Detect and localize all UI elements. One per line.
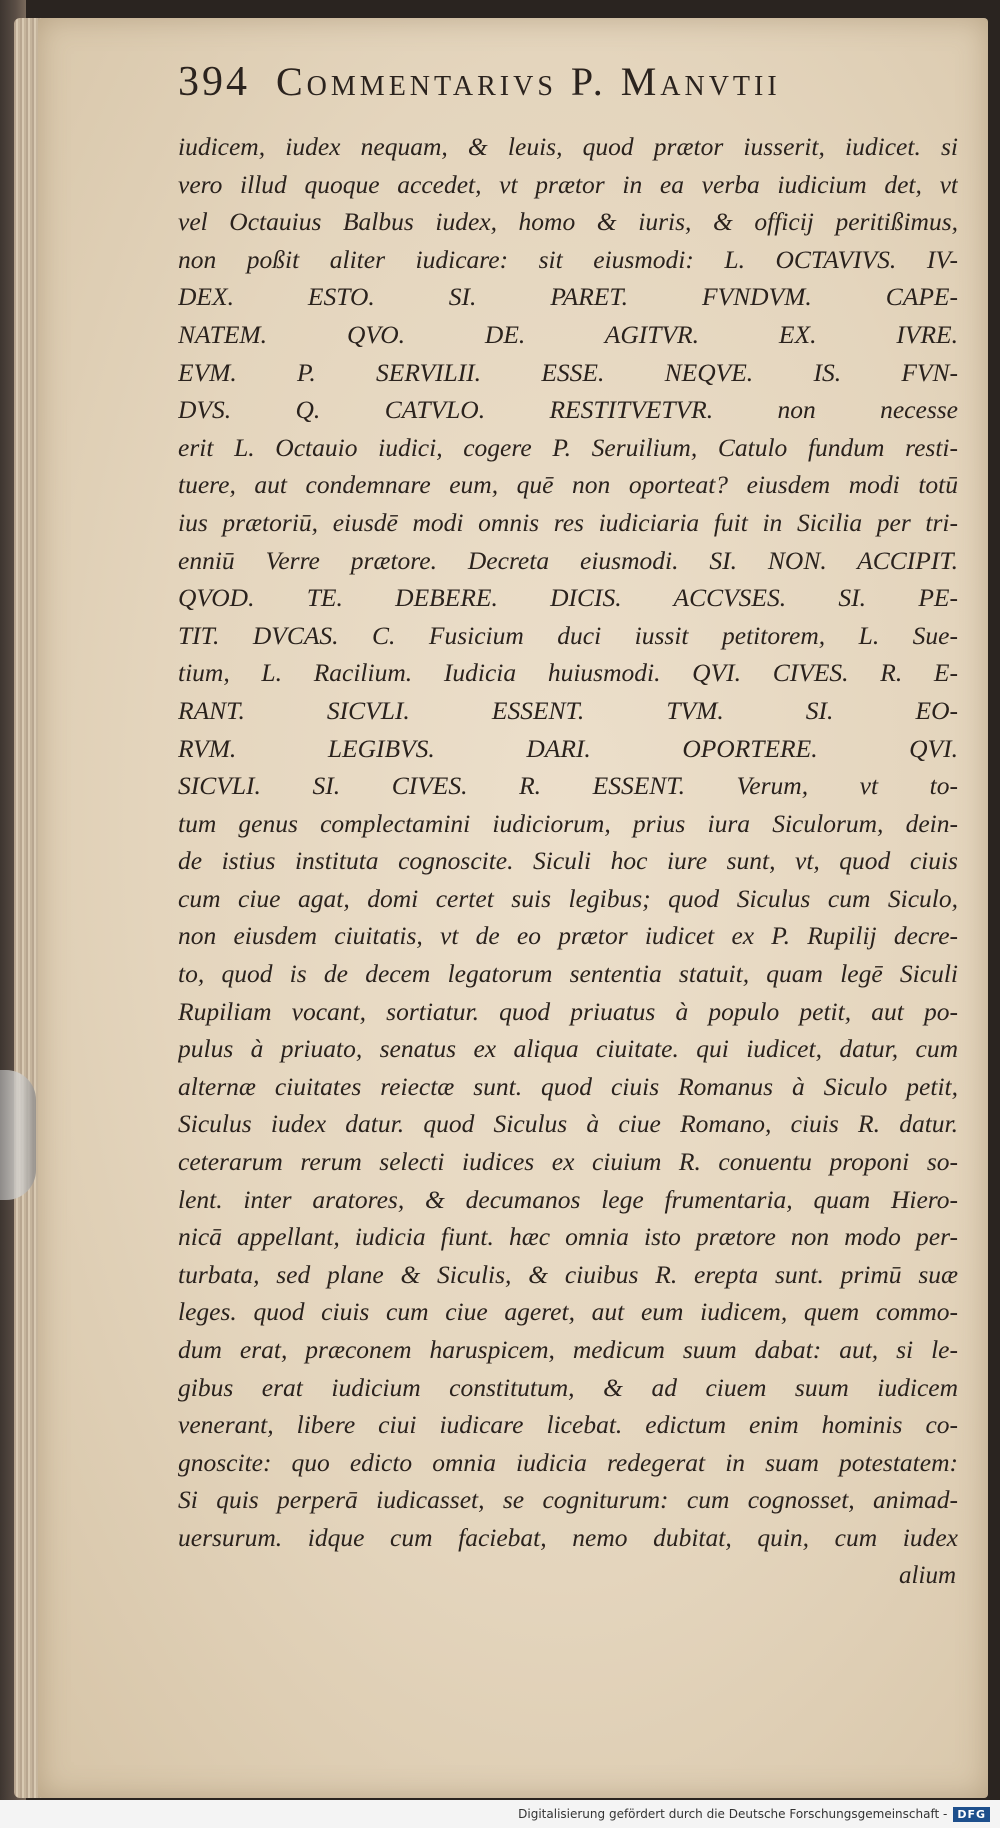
text-line: RVM. LEGIBVS. DARI. OPORTERE. QVI. [178,733,958,763]
text-line: vero illud quoque accedet, vt prætor in ea verba iudicium det, vt [178,169,958,199]
text-line: gnoscite: quo edicto omnia iudicia redegerat in suam potestatem: [178,1447,958,1477]
text-line: iudicem, iudex nequam, & leuis, quod prætor iusserit, iudicet. si [178,132,958,161]
text-line: de istius instituta cognoscite. Siculi hoc iure sunt, vt, quod ciuis [178,846,958,876]
text-line: QVOD. TE. DEBERE. DICIS. ACCVSES. SI. PE- [178,583,958,613]
text-line: uersurum. idque cum faciebat, nemo dubitat, quin, cum iudex [178,1522,958,1552]
text-line: nicā appellant, iudicia fiunt. hæc omnia isto prætore non modo per- [178,1222,958,1252]
text-line: cum ciue agat, domi certet suis legibus; quod Siculus cum Siculo, [178,883,958,913]
text-line: erit L. Octauio iudici, cogere P. Seruilium, Catulo fundum resti- [178,432,958,462]
text-line: tum genus complectamini iudiciorum, prius iura Siculorum, dein- [178,808,958,838]
text-line: non eiusdem ciuitatis, vt de eo prætor iudicet ex P. Rupilij decre- [178,921,958,951]
book-page [38,18,988,1798]
text-line: TIT. DVCAS. C. Fusicium duci iussit petitorem, L. Sue- [178,620,958,650]
text-line: venerant, libere ciui iudicare licebat. edictum enim hominis co- [178,1410,958,1440]
text-line: DVS. Q. CATVLO. RESTITVETVR. non necesse [178,395,958,425]
text-line: turbata, sed plane & Siculis, & ciuibus R. erepta sunt. primū suæ [178,1259,958,1289]
text-line: non poßit aliter iudicare: sit eiusmodi: L. OCTAVIVS. IV- [178,244,958,274]
text-line: Si quis perperā iudicasset, se cogniturum: cum cognosset, animad- [178,1485,958,1515]
body-text [178,128,958,1557]
text-line: DEX. ESTO. SI. PARET. FVNDVM. CAPE- [178,282,958,312]
book-clasp [0,1070,36,1200]
text-line: Siculus iudex datur. quod Siculus à ciue Romano, ciuis R. datur. [178,1109,958,1139]
dfg-logo: DFG [953,1807,990,1822]
text-line: enniū Verre prætore. Decreta eiusmodi. SI. NON. ACCIPIT. [178,545,958,575]
page-text-block [178,58,958,1594]
text-line: pulus à priuato, senatus ex aliqua ciuitate. qui iudicet, datur, cum [178,1034,958,1064]
page-number: 394 [178,59,250,105]
text-line: ius prætoriū, eiusdē modi omnis res iudiciaria fuit in Sicilia per tri- [178,507,958,537]
text-line: to, quod is de decem legatorum sententia statuit, quam legē Siculi [178,959,958,989]
text-line: tium, L. Racilium. Iudicia huiusmodi. QVI. CIVES. R. E- [178,658,958,688]
text-line: RANT. SICVLI. ESSENT. TVM. SI. EO- [178,695,958,725]
text-line: Rupiliam vocant, sortiatur. quod priuatus à populo petit, aut po- [178,996,958,1026]
text-line: SICVLI. SI. CIVES. R. ESSENT. Verum, vt to- [178,771,958,801]
text-line: alternæ ciuitates reiectæ sunt. quod ciuis Romanus à Siculo petit, [178,1071,958,1101]
text-line: gibus erat iudicium constitutum, & ad ciuem suum iudicem [178,1372,958,1402]
text-line: vel Octauius Balbus iudex, homo & iuris, & officij peritißimus, [178,207,958,237]
text-line: EVM. P. SERVILII. ESSE. NEQVE. IS. FVN- [178,357,958,387]
text-line: leges. quod ciuis cum ciue ageret, aut eum iudicem, quem commo- [178,1297,958,1327]
catchword: alium [899,1561,956,1589]
digitization-footer [0,1800,1000,1828]
running-head-title: Commentarivs P. Manvtii [276,59,781,104]
funding-credit: Digitalisierung gefördert durch die Deutsche Forschungsgemeinschaft - [518,1807,948,1821]
running-head [178,58,958,128]
text-line: dum erat, præconem haruspicem, medicum suum dabat: aut, si le- [178,1335,958,1364]
text-line: lent. inter aratores, & decumanos lege frumentaria, quam Hiero- [178,1184,958,1214]
text-line: tuere, aut condemnare eum, quē non oporteat? eiusdem modi totū [178,470,958,500]
text-line: ceterarum rerum selecti iudices ex ciuium R. conuentu proponi so- [178,1147,958,1177]
text-line: NATEM. QVO. DE. AGITVR. EX. IVRE. [178,319,958,349]
